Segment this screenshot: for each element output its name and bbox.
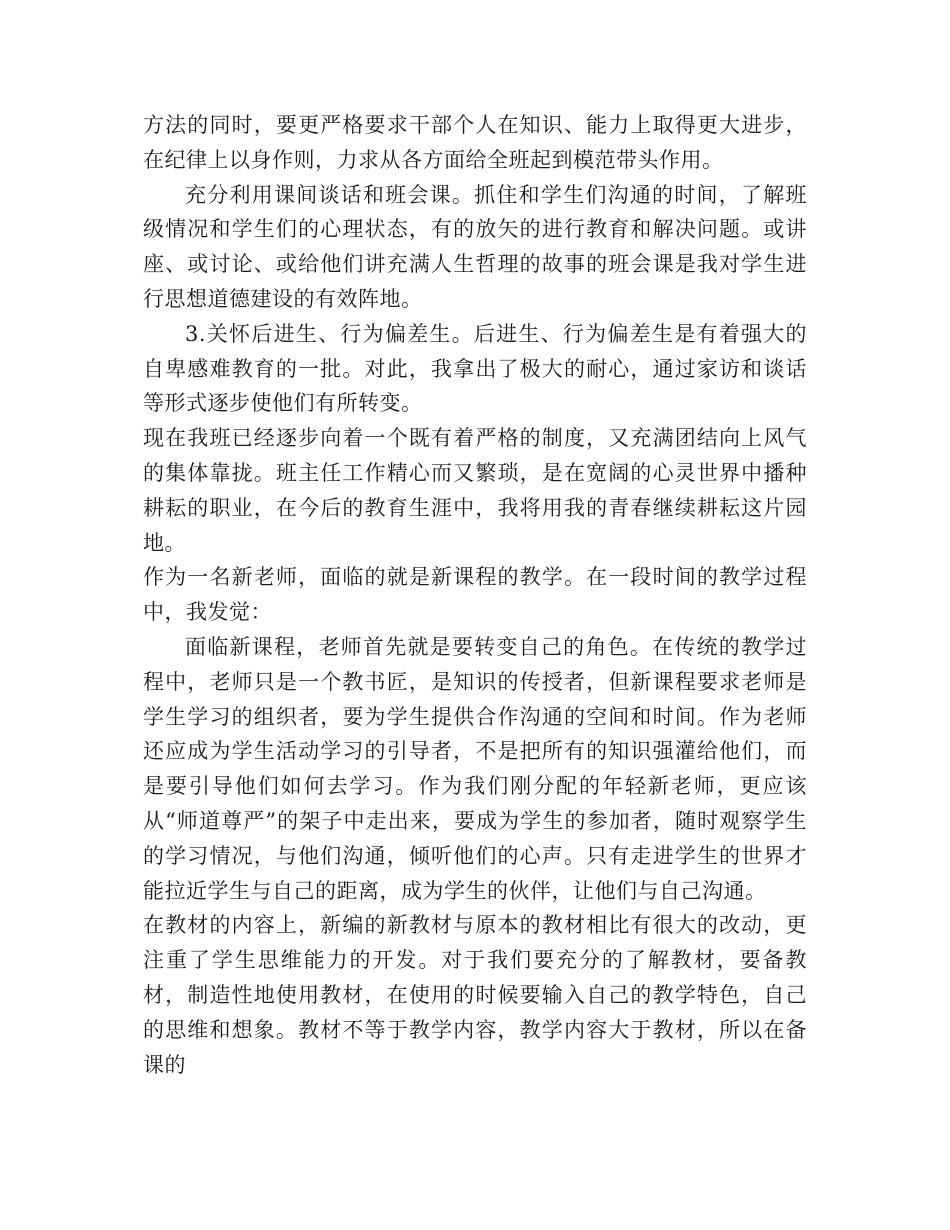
document-body: [143, 108, 807, 1082]
paragraph-2: 充分利用课间谈话和班会课。抓住和学生们沟通的时间，了解班级情况和学生们的心理状态，有的放矢的进行教育和解决问题。或讲座、或讨论、或给他们讲充满人生哲理的故事的班会课是我对学生进行思想道德建设的有效阵地。: [143, 182, 807, 311]
paragraph-6: 面临新课程，老师首先就是要转变自己的角色。在传统的教学过程中，老师只是一个教书匠，是知识的传授者，但新课程要求老师是学生学习的组织者，要为学生提供合作沟通的空间和时间。作为老师还应成为学生活动学习的引导者，不是把所有的知识强灌给他们，而是要引导他们如何去学习。作为我们刚分配的年轻新老师，更应该从“师道尊严”的架子中走出来，要成为学生的参加者，随时观察学生的学习情况，与他们沟通，倾听他们的心声。只有走进学生的世界才能拉近学生与自己的距离，成为学生的伙伴，让他们与自己沟通。: [143, 634, 807, 903]
paragraph-4: 现在我班已经逐步向着一个既有着严格的制度，又充满团结向上风气的集体靠拢。班主任工作精心而又繁琐，是在宽阔的心灵世界中播种耕耘的职业，在今后的教育生涯中，我将用我的青春继续耕耘这片园地。: [143, 426, 807, 555]
paragraph-1: 方法的同时，要更严格要求干部个人在知识、能力上取得更大进步，在纪律上以身作则，力求从各方面给全班起到模范带头作用。: [143, 113, 807, 172]
paragraph-3: 3.关怀后进生、行为偏差生。后进生、行为偏差生是有着强大的自卑感难教育的一批。对此，我拿出了极大的耐心，通过家访和谈话等形式逐步使他们有所转变。: [143, 321, 807, 416]
paragraph-7: 在教材的内容上，新编的新教材与原本的教材相比有很大的改动，更注重了学生思维能力的开发。对于我们要充分的了解教材，要备教材，制造性地使用教材，在使用的时候要输入自己的教学特色，自己的思维和想象。教材不等于教学内容，教学内容大于教材，所以在备课的: [143, 913, 807, 1077]
paragraph-5: 作为一名新老师，面临的就是新课程的教学。在一段时间的教学过程中，我发觉：: [143, 565, 807, 625]
